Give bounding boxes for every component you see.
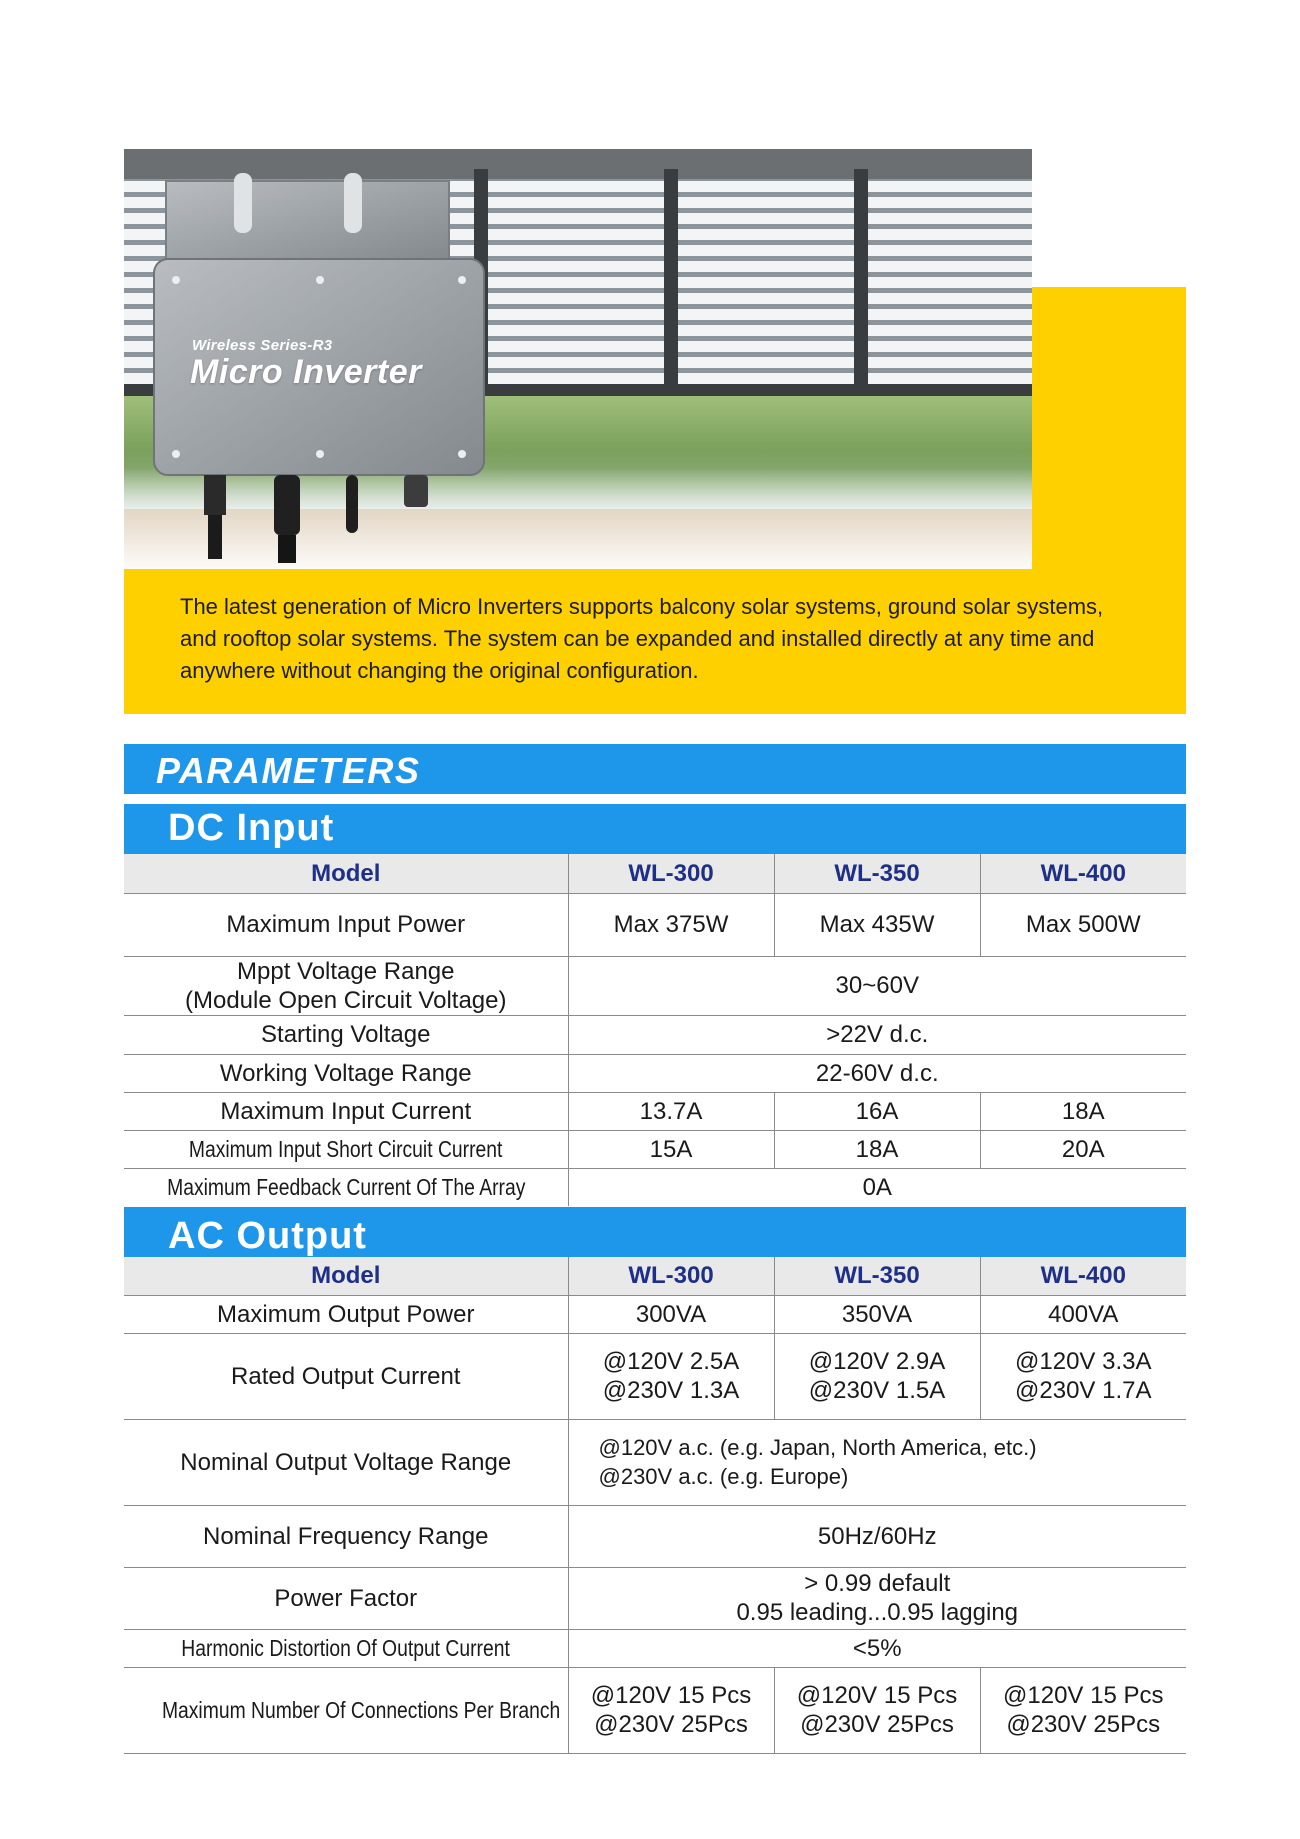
cell-value: 300VA xyxy=(568,1295,774,1333)
row-label xyxy=(124,956,568,1015)
row-label-line: Mppt Voltage Range xyxy=(237,957,455,985)
device-name-label: Micro Inverter xyxy=(190,353,422,391)
cell-line: @120V 3.3A xyxy=(1015,1348,1152,1375)
cell-value: 16A xyxy=(774,1092,980,1130)
cell-value: 13.7A xyxy=(568,1092,774,1130)
model-wl-400: WL-400 xyxy=(980,854,1186,893)
table-row xyxy=(124,1505,1186,1567)
cell-value: 15A xyxy=(568,1130,774,1168)
row-label: Maximum Input Current xyxy=(124,1092,568,1130)
cell-value: >22V d.c. xyxy=(568,1015,1186,1054)
cell-line: @120V 15 Pcs xyxy=(796,1682,958,1709)
row-label-text: Harmonic Distortion Of Output Current xyxy=(181,1634,511,1661)
cell-value xyxy=(980,1667,1186,1753)
cell-value xyxy=(568,1419,1186,1505)
cell-line: @230V 1.5A xyxy=(808,1377,946,1404)
cell-line: @230V 1.3A xyxy=(602,1377,740,1404)
row-label-text: Maximum Feedback Current Of The Array xyxy=(166,1173,525,1200)
cell-value xyxy=(568,1567,1186,1629)
table-header-row xyxy=(124,1257,1186,1295)
model-wl-300: WL-300 xyxy=(568,854,774,893)
intro-panel xyxy=(124,569,1186,714)
cell-value xyxy=(774,1333,980,1419)
cell-line: @230V 1.7A xyxy=(1015,1377,1152,1404)
hero-product-photo xyxy=(124,149,1032,569)
cell-value: Max 375W xyxy=(568,893,774,956)
table-row xyxy=(124,956,1186,1015)
model-wl-300: WL-300 xyxy=(568,1257,774,1295)
cell-line: @230V a.c. (e.g. Europe) xyxy=(598,1464,849,1489)
cell-line: 0.95 leading...0.95 lagging xyxy=(736,1599,1019,1626)
model-header: Model xyxy=(124,854,568,893)
row-label-text: Maximum Number Of Connections Per Branch xyxy=(161,1696,561,1723)
cell-value: 18A xyxy=(980,1092,1186,1130)
dc-input-table xyxy=(124,854,1186,1206)
ac-output-table xyxy=(124,1257,1186,1754)
table-row xyxy=(124,1130,1186,1168)
cell-value: Max 435W xyxy=(774,893,980,956)
table-row xyxy=(124,1015,1186,1054)
cell-value: 0A xyxy=(568,1168,1186,1206)
table-row xyxy=(124,1092,1186,1130)
model-wl-350: WL-350 xyxy=(774,1257,980,1295)
table-row xyxy=(124,893,1186,956)
cell-value: 350VA xyxy=(774,1295,980,1333)
row-label: Rated Output Current xyxy=(124,1333,568,1419)
table-row xyxy=(124,1629,1186,1667)
cell-value xyxy=(980,1333,1186,1419)
row-label: Nominal Frequency Range xyxy=(124,1505,568,1567)
cell-line: @230V 25Pcs xyxy=(800,1711,954,1738)
cell-value xyxy=(568,1667,774,1753)
table-row xyxy=(124,1295,1186,1333)
row-label-line: (Module Open Circuit Voltage) xyxy=(185,986,507,1014)
row-label: Maximum Input Power xyxy=(124,893,568,956)
accent-block xyxy=(1032,287,1186,569)
cell-line: @120V 2.5A xyxy=(602,1348,740,1375)
table-row xyxy=(124,1168,1186,1206)
table-row xyxy=(124,1333,1186,1419)
cell-line: @120V 2.9A xyxy=(808,1348,946,1375)
cell-value: 20A xyxy=(980,1130,1186,1168)
table-row xyxy=(124,1054,1186,1092)
cell-value: Max 500W xyxy=(980,893,1186,956)
row-label: Maximum Output Power xyxy=(124,1295,568,1333)
cell-value: <5% xyxy=(568,1629,1186,1667)
row-label xyxy=(124,1667,568,1753)
table-header-row xyxy=(124,854,1186,893)
cell-value: 50Hz/60Hz xyxy=(568,1505,1186,1567)
row-label-text: Maximum Input Short Circuit Current xyxy=(188,1135,503,1162)
cell-value xyxy=(568,1333,774,1419)
cell-line: @120V 15 Pcs xyxy=(1003,1682,1164,1709)
cell-value xyxy=(774,1667,980,1753)
cell-value: 30~60V xyxy=(568,956,1186,1015)
cell-line: > 0.99 default xyxy=(804,1570,951,1597)
row-label: Power Factor xyxy=(124,1567,568,1629)
row-label: Working Voltage Range xyxy=(124,1054,568,1092)
cell-line: @120V a.c. (e.g. Japan, North America, etc.) xyxy=(598,1435,1037,1460)
ac-output-heading: AC Output xyxy=(124,1207,1186,1257)
row-label xyxy=(124,1130,568,1168)
model-wl-400: WL-400 xyxy=(980,1257,1186,1295)
intro-text: The latest generation of Micro Inverters supports balcony solar systems, ground solar systems, and rooftop solar systems. The system can be expanded and installed directly at any time and anywhere without changing the original configuration. xyxy=(180,594,1104,683)
dc-input-heading: DC Input xyxy=(124,804,1186,854)
cell-value: 400VA xyxy=(980,1295,1186,1333)
cell-value: 22-60V d.c. xyxy=(568,1054,1186,1092)
row-label xyxy=(124,1168,568,1206)
cell-line: @230V 25Pcs xyxy=(1006,1711,1161,1738)
row-label xyxy=(124,1629,568,1667)
device-series-label: Wireless Series-R3 xyxy=(192,337,333,354)
model-header: Model xyxy=(124,1257,568,1295)
row-label: Starting Voltage xyxy=(124,1015,568,1054)
cell-line: @230V 25Pcs xyxy=(594,1711,748,1738)
model-wl-350: WL-350 xyxy=(774,854,980,893)
cell-value: 18A xyxy=(774,1130,980,1168)
row-label: Nominal Output Voltage Range xyxy=(124,1419,568,1505)
cell-line: @120V 15 Pcs xyxy=(590,1682,752,1709)
table-row xyxy=(124,1667,1186,1753)
parameters-heading: PARAMETERS xyxy=(124,744,1186,794)
table-row xyxy=(124,1419,1186,1505)
table-row xyxy=(124,1567,1186,1629)
